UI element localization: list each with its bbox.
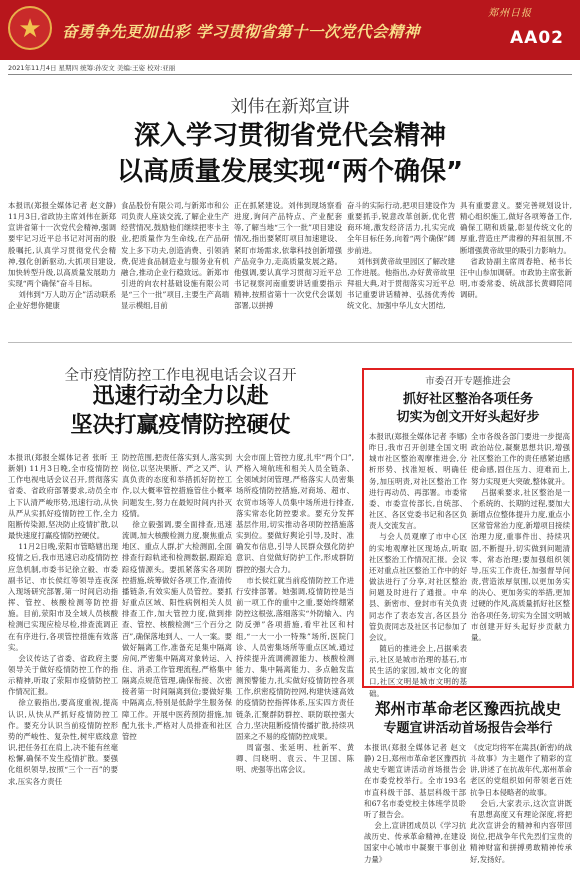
paragraph: 《皮定均将军在嵩县(新密)的战斗故事》为主题作了精彩的宣讲,讲述了在抗战年代,郑州革命老区的党组织如何带领老百姓抗争日本侵略者的故事。 — [470, 743, 572, 797]
article1-column-5 — [460, 200, 572, 335]
paragraph: 徐立毅强调,要全面排查,迅速流调,加大核酸检测力度,聚焦重点地区、重点人群,扩大检测面,全面排查行踪轨迹和检测数据,跟踪追踪疫情源头。要抓紧落实各项防控措施,统筹做好各项工作,查清传播链条,有效实施人员管控。要抓好重点区域、阳性病例相关人员排查工作,加大管控力度,做到排查、管控、核酸检测“三个百分之百”,确保落地到人、一人一案。要做好隔离工作,准备充足集中隔离房间,严密集中隔离对象转运、入住、消杀工作管理流程,严格集中隔离点规范管理,确保衔接、次密接者第一时间隔离到位;要做好集中隔离点,特别是低龄学生服务保障工作。开展中医药预防措施,加配九张卡,严格对人员排查和社区管控 — [122, 519, 232, 741]
article3-column-2 — [471, 431, 570, 683]
paragraph: 奋斗的实际行动,把项目建设作为重要抓手,锐意改革创新,优化营商环境,激发经济活力,扎实完成全年目标任务,向着“两个确保”阔步前进。 — [347, 201, 455, 255]
paragraph: 全市各级各部门要进一步提高政治站位,凝聚思想共识,增强社区整治工作的责任感紧迫感使命感,固住压力、迎难而上,努力实现更大突破,整体就升。 — [471, 432, 570, 486]
paragraph: 正在抓紧建设。刘伟到现场察看进度,询问产品特点、产业配套等,了解当地“三个一批”项目建设情况,指出要紧盯项目加速建设、紧盯市场需求,依靠科技创新增强产品竞争力,走高质量发展之路。他强调,要认真学习贯彻习近平总书记视察河南重要讲话重要指示精神,按照省第十一次党代会谋划部署,以拼搏 — [234, 201, 342, 311]
paragraph: 会后,大家表示,这次宣讲既有思想高度又有理论深度,将把此次宣讲会的精神和内容带回岗位,把战争年代先烈们宝贵的精神财富和拼搏勇敢精神传承好,发扬好。 — [470, 798, 572, 864]
paragraph: 市长侯红就当前疫情防控工作进行安排部署。她强调,疫情防控是当前一项工作的重中之重,要始终绷紧防控这根弦,落细落实“外防输入、内防反弹”各项措施,看牢社区和村组,“一大一小一特殊”场所,医院门诊、人员密集场所等重点区域,通过持续提升流调溯源能力、核酸检测能力、集中隔离能力、多点触发监测预警能力,扎实做好疫情防控各项工作,织密疫情防控网,构建快速高效的疫情防控指挥体系,压实四方责任链条,汇聚群防群控、联防联控强大合力,坚决阻断疫情传播扩散,持续巩固来之不易的疫情防控成果。 — [236, 575, 354, 741]
banner-slogan: 奋勇争先更加出彩 学习贯彻省第十一次党代会精神 — [62, 23, 420, 41]
article1-column-1 — [8, 200, 116, 335]
article1-column-2 — [121, 200, 229, 335]
issue-info-line: 2021年11月4日 星期四 统筹:孙安文 美编:王姿 校对:亚丽 — [8, 64, 176, 72]
article1-subtitle: 刘伟在新郑宣讲 — [230, 97, 350, 117]
article1-title-line2: 以高质量发展实现“两个确保” — [116, 157, 464, 187]
header-divider — [8, 74, 572, 75]
article4-column-2 — [470, 742, 572, 864]
paragraph: 具有重要意义。要完善规划设计,精心组织施工,做好各项筹备工作,确保工期和质量,彰显传统文化的厚重,营造庄严肃穆的拜祖氛围,不断增强黄帝故里的吸引力影响力。 — [460, 201, 572, 255]
article3-title-line1: 抓好社区整治各项任务 — [402, 392, 533, 407]
paragraph: 食品股份有限公司,与新郑市和公司负责人座谈交流,了解企业生产经营情况,鼓励他们继续把枣卡主业,把质量作为生命线,在产品研发上多下功夫,创造消费、引领消费,促进食品制造业与服务业有机融合,推动企业行稳致远。新郑市引进的向农村基础设施有限公司是“三个一批”项目,主要生产高端显示模组,目前 — [121, 201, 229, 311]
article4-column-1 — [364, 742, 466, 864]
paragraph: 本报讯(郑报全媒体记者 赵文静) 2日,郑州市革命老区豫西抗战史专题宣讲活动首场报告会在市委党校举行。全市193名市直科级干部、基层科级干部和67名市委党校主体班学员聆听了报告会。 — [364, 743, 466, 819]
paragraph: 徐立毅指出,要高度重视,提高认识,从快从严抓好疫情防控工作。要充分认识当前疫情防控形势的严峻性、复杂性,树牢底线意识,把任务扛在肩上,决不能有丝毫松懈,确保不发生疫情扩散。要强化组织领导,按照“三个一百”的要求,压实各方责任 — [8, 698, 118, 786]
paragraph: 本报讯(郑报全媒体记者 赵文静) 11月3日,省政协主席刘伟在新郑宣讲省第十一次党代会精神,强调要牢记习近平总书记对河南的殷殷嘱托,认真学习贯彻党代会精神,强化创新驱动,大抓项目建设,加快转型升级,以高质量发展助力实现“两个确保”奋斗目标。 — [8, 201, 116, 289]
article3-subtitle: 市委召开专题推进会 — [425, 376, 511, 387]
paragraph: 与会人员观摩了市中心区的实地观摩社区现场点,听取社区整治工作情况汇报。会议还对重点社区整治工作中的好做法进行了分享,对社区整治问题及时进行了通报。中牟县、新密市、登封市有关负责同志作了表态发言,各区县分管负责同志及社区书记参加了会议。 — [369, 532, 467, 642]
article2-subtitle: 全市疫情防控工作电视电话会议召开 — [64, 368, 297, 384]
paragraph: 刘伟到“万人助万企”活动联系企业好想你健康 — [8, 290, 116, 311]
article2-column-3 — [236, 452, 354, 864]
article4-title-line2: 专题宣讲活动首场报告会举行 — [383, 721, 553, 736]
paragraph: 随后的推进会上,吕据乘表示,社区是城市治理的基石,市民生活的家园,城市文化的窗口,社区文明是城市文明的基础。 — [369, 643, 467, 698]
section-divider — [8, 342, 572, 343]
paragraph: 本报讯(郑报全媒体记者 李娜) 昨日,我市召开创建全国文明城市社区整治观摩推进会,分析形势、找准短板、明确任务,加压明责,对社区整治工作进行再动员、再部署。市委常委、市委宣传部长,自统部、社区、各区党委书记和各区负责人交流发言。 — [369, 432, 467, 531]
paragraph: 防控范围,把责任落实到人,落实到岗位,以坚决果断、严之又严、认真负责的态度和举措抓好防控工作,以大概率管控措施管住小概率问题发生,努力在最短时间内扑灭疫情。 — [122, 453, 232, 518]
newspaper-masthead: 郑州日报 — [488, 8, 532, 19]
article2-column-1 — [8, 452, 118, 864]
article2-title-line1: 迅速行动全力以赴 — [92, 384, 269, 409]
page-banner — [0, 0, 580, 60]
article3-title-line2: 切实为创文开好头起好步 — [396, 410, 540, 425]
page-number: AA02 — [510, 28, 564, 48]
article1-title-line1: 深入学习贯彻省党代会精神 — [133, 121, 446, 151]
paragraph: 省政协副主席周春艳、秘书长汪中山参加调研。市政协主席张新明,市委常委、统战部长黄卿陪同调研。 — [460, 256, 572, 300]
paragraph: 会上,宣讲团成员以《学习抗战历史、传承革命精神,在建设国家中心城市中凝聚干事创业力量》 — [364, 821, 466, 864]
article2-column-2 — [122, 452, 232, 864]
paragraph: 大会市面上管控力度,扎牢“两个口”,严格入境航班和相关人员全链条、全领域封闭管理,严格落实人员密集场所疫情防控措施,对商场、超市、农贸市场等人员集中场所进行排查,落实常态化防控要求。要充分发挥基层作用,切实推动各项防控措施落实到位。要做好舆论引导,及时、准确发布信息,引导人民群众强化防护意识、自觉做好防护工作,形成群防群控的强大合力。 — [236, 453, 354, 574]
article1-column-3 — [234, 200, 342, 335]
article3-column-1 — [369, 431, 467, 698]
paragraph: 刘伟到黄帝故里园区了解改建工作进展。他指出,办好黄帝故里拜祖大典,对于贯彻落实习近平总书记重要讲话精神、弘扬优秀传统文化、加强中华儿女大团结, — [347, 256, 455, 311]
star-icon: ★ — [18, 14, 42, 44]
paragraph: 会议传达了省委、省政府主要领导关于做好疫情防控工作的指示精神,听取了荥阳市疫情防控工作情况汇报。 — [8, 653, 118, 697]
article1-column-4 — [347, 200, 455, 335]
article2-title-line2: 坚决打赢疫情防控硬仗 — [70, 413, 291, 438]
article4-title-line1: 郑州市革命老区豫西抗战史 — [374, 700, 561, 718]
paragraph: 周富强、张延明、杜新军、黄卿、闫晓明、袁云、牛卫国、陈明、虎强等出席会议。 — [236, 743, 354, 775]
paragraph: 本报讯(郑报全媒体记者 张昕 王新娟) 11月3日晚,全市疫情防控工作电视电话会议召开,贯彻落实省委、省政府部署要求,动员全市上下认清严峻形势,迅速行动,从快从严从实抓好疫情防控工作,全力阻断传染源,坚决防止疫情扩散,以最快速度打赢疫情防控硬仗。 — [8, 453, 118, 541]
party-emblem — [8, 6, 52, 50]
paragraph: 吕据乘要求,社区整治是一个系统的、长期的过程,要加大新增点位整体提升力度,重点小区常管常治力度,新增项目接续治理力度,重事件出、持续巩固,不断提升,切实做到问题清零、常态治理;要加强组织领导,压实工作责任,加强督导问责,营造浓厚氛围,以更加务实的决心、更加务实的举措,更加过硬的作风,高质量抓好社区整治各项任务,切实为全国文明城市创建开好头起好步贡献力量。 — [471, 487, 570, 642]
paragraph: 11月2日晚,荥阳市管略辖出现疫情之后,我市迅速启动疫情防控应急机制,市委书记徐立毅、市委副书记、市长侯红等领导连夜深入现场研究部署,第一时间启动指挥、管控、核酸检测等防控措施。目前,荥阳市及全域人员核酸检测已实现应检尽检,排查流调正在有序进行,各项管控措施有效落实。 — [8, 542, 118, 652]
